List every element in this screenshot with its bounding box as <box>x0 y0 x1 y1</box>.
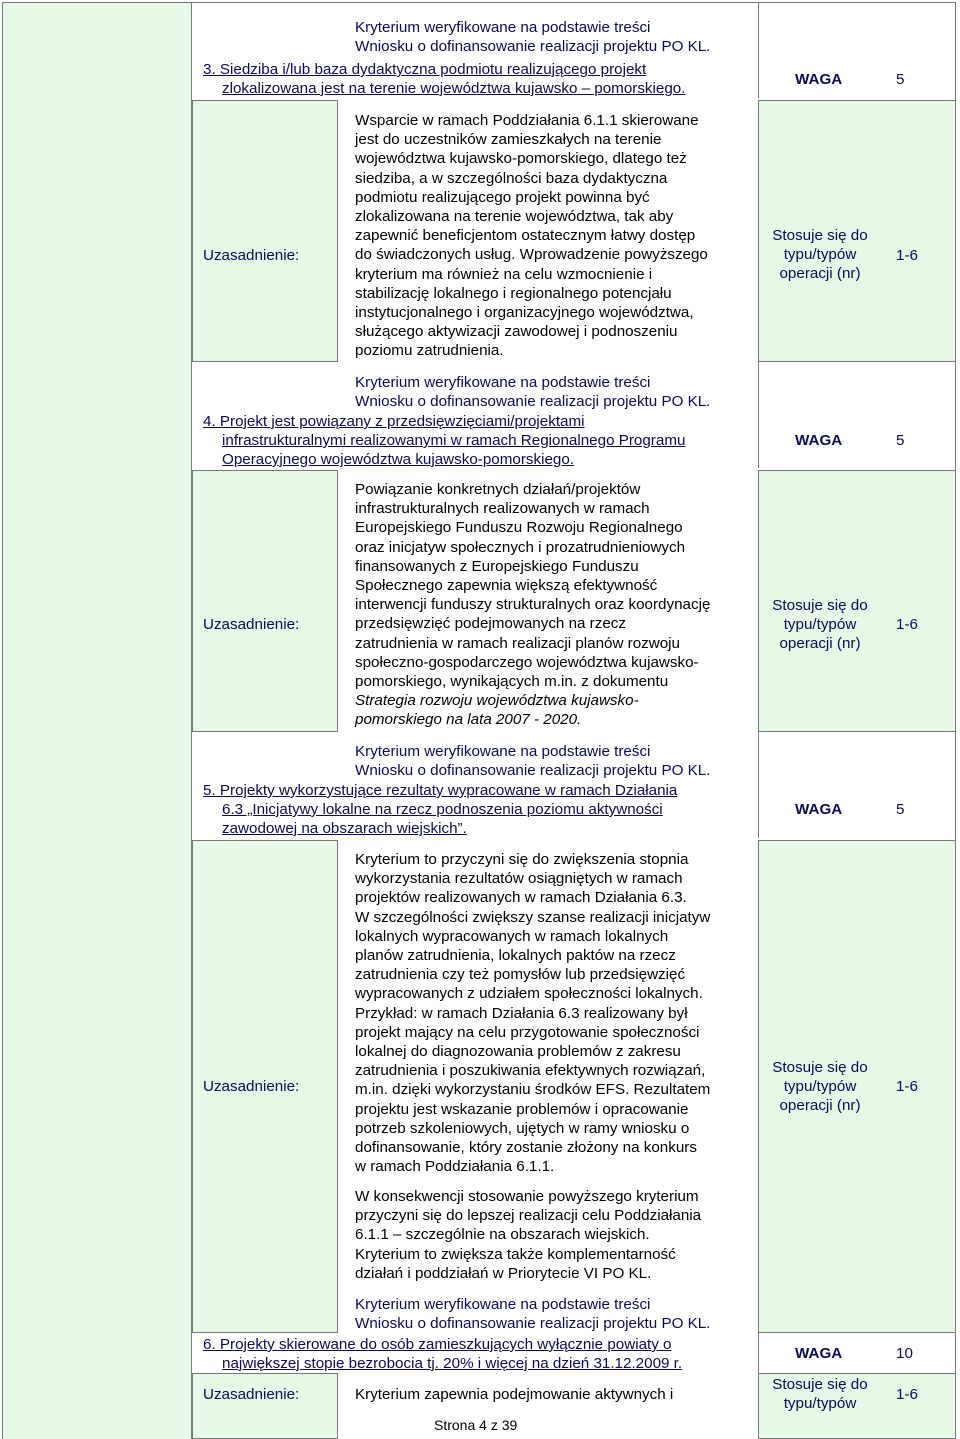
text-line: interwencji funduszy strukturalnych oraz koordynację <box>355 596 711 614</box>
applies-line: Stosuje się do <box>772 227 868 244</box>
text-line: służącego aktywizacji zawodowej i podnoszeniu <box>355 323 678 341</box>
applies-line: typu/typów <box>783 246 857 264</box>
applies-line: operacji (nr) <box>779 1097 861 1115</box>
range-value: 1-6 <box>896 1386 918 1403</box>
applies-line: typu/typów <box>783 1395 857 1413</box>
text-line: poziomu zatrudnienia. <box>355 342 504 360</box>
justification-text <box>355 850 710 1176</box>
top-border <box>2 2 956 3</box>
criterion-title: 3. Siedziba i/lub baza dydaktyczna podmiotu realizującego projekt <box>203 61 647 78</box>
justification-text <box>355 111 708 361</box>
waga-value: 5 <box>896 432 905 449</box>
text-line: projekt mający na celu przygotowanie społeczności <box>355 1023 700 1041</box>
range-value: 1-6 <box>896 247 918 264</box>
text-line: stabilizację lokalnego i regionalnego potencjału <box>355 284 672 302</box>
text-line: Kryterium to zwiększa także komplementarność <box>355 1245 676 1263</box>
range-value: 1-6 <box>896 616 918 633</box>
text-line: wykorzystania rezultatów osiągniętych w ramach <box>355 870 683 888</box>
waga-value: 10 <box>896 1345 913 1362</box>
applies-line: typu/typów <box>783 616 857 634</box>
verification-line: Wniosku o dofinansowanie realizacji projektu PO KL. <box>355 762 711 779</box>
justification-label: Uzasadnienie: <box>203 247 300 264</box>
text-line: wypracowanych z udziałem społeczności lokalnych. <box>355 985 703 1003</box>
waga-divider <box>758 1333 759 1373</box>
text-line: dofinansowanie, który zostanie złożony na konkurs <box>355 1139 697 1157</box>
text-line: finansowanych z Europejskiego Funduszu <box>355 557 639 575</box>
text-line: instytucjonalnego i organizacyjnego województwa, <box>355 304 694 322</box>
range-value: 1-6 <box>896 1078 918 1095</box>
verification-line: Kryterium weryfikowane na podstawie treści <box>355 1296 651 1313</box>
applies-line: operacji (nr) <box>779 265 861 283</box>
page-number: Strona 4 z 39 <box>434 1417 518 1433</box>
text-line: społeczno-gospodarczego województwa kujawsko- <box>355 653 699 671</box>
text-line: podmiotu realizującego projekt powinna być <box>355 188 650 206</box>
text-line: m.in. dzięki wykorzystaniu środków EFS. Rezultatem <box>355 1081 711 1099</box>
text-line: planów zatrudnienia, lokalnych paktów na rzecz <box>355 947 676 965</box>
applies-line: operacji (nr) <box>779 635 861 653</box>
text-line: infrastrukturalnych realizowanych w ramach <box>355 500 650 518</box>
text-line: Kryterium to przyczyni się do zwiększenia stopnia <box>355 851 689 868</box>
criterion-title: Operacyjnego województwa kujawsko-pomorskiego. <box>222 451 575 468</box>
justification-label: Uzasadnienie: <box>203 1078 300 1095</box>
criterion-title: infrastrukturalnymi realizowanymi w ramach Regionalnego Programu <box>222 432 686 449</box>
text-line: województwa kujawsko-pomorskiego, dlatego też <box>355 150 687 168</box>
text-line: projektów realizowanych w ramach Działania 6.3. <box>355 889 687 907</box>
text-line: potrzeb szkoleniowych, ujętych w ramy wniosku o <box>355 1119 690 1137</box>
applies-line: Stosuje się do <box>772 1376 868 1393</box>
verification-line: Kryterium weryfikowane na podstawie treści <box>355 743 651 760</box>
justification-label-cell <box>192 470 338 732</box>
criterion-title: 6.3 „Inicjatywy lokalne na rzecz podnoszenia poziomu aktywności <box>222 801 663 818</box>
criterion-title: zlokalizowana jest na terenie województwa kujawsko – pomorskiego. <box>222 80 686 97</box>
text-line: działań i poddziałań w Priorytecie VI PO KL. <box>355 1264 652 1282</box>
text-line: lokalnej do diagnozowania problemów z zakresu <box>355 1043 681 1061</box>
verification-line: Kryterium weryfikowane na podstawie treści <box>355 19 651 36</box>
verification-line: Wniosku o dofinansowanie realizacji projektu PO KL. <box>355 38 711 55</box>
waga-label: WAGA <box>795 1345 843 1362</box>
applies-to <box>760 1058 880 1116</box>
text-line: W szczególności zwiększy szanse realizacji inicjatyw <box>355 908 711 926</box>
text-line: jest do uczestników zamieszkałych na terenie <box>355 131 662 149</box>
waga-value: 5 <box>896 801 905 818</box>
waga-divider <box>758 362 759 468</box>
text-line: w ramach Poddziałania 6.1.1. <box>355 1158 555 1176</box>
applies-line: Stosuje się do <box>772 1059 868 1076</box>
text-line: Wsparcie w ramach Poddziałania 6.1.1 skierowane <box>355 112 699 129</box>
criterion-title: 4. Projekt jest powiązany z przedsięwzięciami/projektami <box>203 413 585 430</box>
verification-line: Wniosku o dofinansowanie realizacji projektu PO KL. <box>355 393 711 410</box>
text-line: Powiązanie konkretnych działań/projektów <box>355 481 641 498</box>
text-line: Europejskiego Funduszu Rozwoju Regionalnego <box>355 519 683 537</box>
applies-line: Stosuje się do <box>772 597 868 614</box>
text-line: Przykład: w ramach Działania 6.3 realizowany był <box>355 1004 688 1022</box>
criterion-title: zawodowej na obszarach wiejskich”. <box>222 820 467 837</box>
waga-label: WAGA <box>795 71 843 88</box>
text-line: zatrudnienia w ramach realizacji planów rozwoju <box>355 634 680 652</box>
applies-to <box>760 1375 880 1413</box>
left-margin-column <box>2 2 192 1439</box>
waga-divider <box>758 2 759 98</box>
text-line: zlokalizowana na terenie województwa, tak aby <box>355 208 674 226</box>
justification-label: Uzasadnienie: <box>203 616 300 633</box>
justification-label-cell <box>192 100 338 362</box>
text-line: pomorskiego, wynikających m.in. z dokumentu <box>355 673 669 691</box>
text-line: 6.1.1 – szczególnie na obszarach wiejskich. <box>355 1226 650 1244</box>
justification-text-2 <box>355 1187 701 1283</box>
text-line: pomorskiego na lata 2007 - 2020. <box>355 711 582 729</box>
text-line: Społecznego zapewnia większą efektywność <box>355 577 658 595</box>
text-line: siedziba, a w szczególności baza dydaktyczna <box>355 169 668 187</box>
verification-line: Wniosku o dofinansowanie realizacji projektu PO KL. <box>355 1315 711 1332</box>
text-line: zatrudnienia i poszukiwania efektywnych rozwiązań, <box>355 1062 706 1080</box>
criterion-title: 5. Projekty wykorzystujące rezultaty wypracowane w ramach Działania <box>203 782 678 799</box>
verification-line: Kryterium weryfikowane na podstawie treści <box>355 374 651 391</box>
text-line: zapewnić beneficjentom ostatecznym łatwy dostęp <box>355 227 696 245</box>
text-line: projektu jest wskazanie problemów i opracowanie <box>355 1100 689 1118</box>
waga-value: 5 <box>896 71 905 88</box>
text-line: zatrudnienia czy też pomysłów lub przedsięwzięć <box>355 966 686 984</box>
criterion-title: największej stopie bezrobocia tj. 20% i więcej na dzień 31.12.2009 r. <box>222 1355 683 1372</box>
text-line: Strategia rozwoju województwa kujawsko- <box>355 692 639 710</box>
text-line: lokalnych wypracowanych w ramach lokalnych <box>355 927 669 945</box>
justification-label: Uzasadnienie: <box>203 1386 300 1403</box>
waga-divider <box>758 732 759 838</box>
waga-label: WAGA <box>795 432 843 449</box>
applies-line: typu/typów <box>783 1078 857 1096</box>
text-line: przyczyni się do lepszej realizacji celu Poddziałania <box>355 1207 702 1225</box>
criterion-title: 6. Projekty skierowane do osób zamieszkujących wyłącznie powiaty o <box>203 1336 672 1353</box>
justification-text <box>355 480 710 730</box>
waga-label: WAGA <box>795 801 843 818</box>
applies-to <box>760 226 880 284</box>
text-line: do świadczonych usług. Wprowadzenie powyższego <box>355 246 708 264</box>
justification-text: Kryterium zapewnia podejmowanie aktywnych i <box>355 1386 674 1403</box>
applies-to <box>760 596 880 654</box>
text-line: kryterium ma również na celu wzmocnienie i <box>355 265 653 283</box>
text-line: oraz inicjatyw społecznych i prozatrudnieniowych <box>355 538 686 556</box>
text-line: przedsięwzięć podejmowanych na rzecz <box>355 615 626 633</box>
justification-label-cell <box>192 1373 338 1439</box>
text-line: W konsekwencji stosowanie powyższego kryterium <box>355 1188 699 1205</box>
